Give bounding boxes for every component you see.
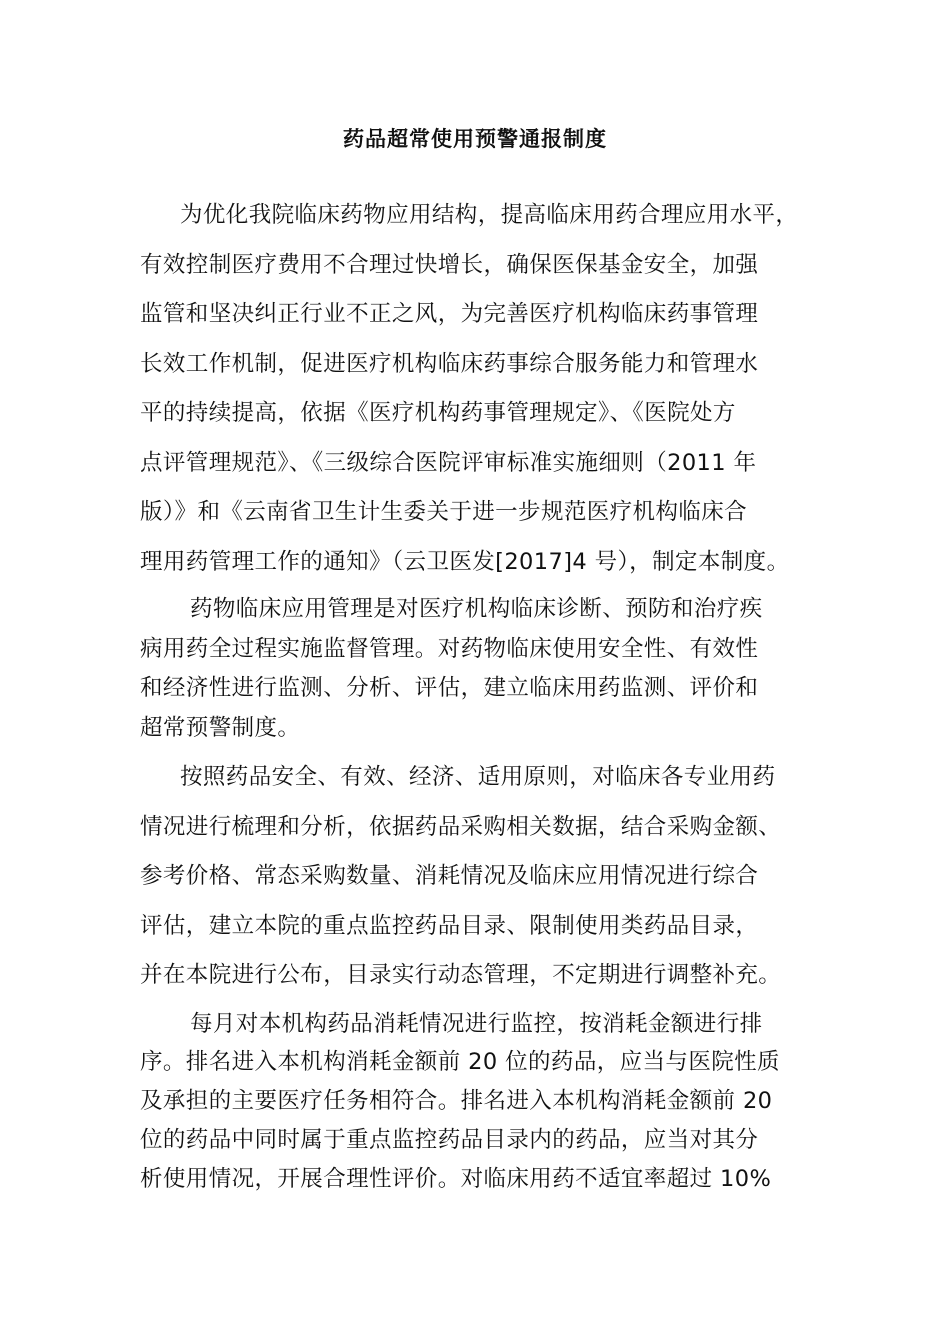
paragraph-line: 按照药品安全、有效、经济、适用原则，对临床各专业用药 (180, 764, 776, 790)
paragraph-line: 平的持续提高，依据《医疗机构药事管理规定》、《医院处方 (140, 400, 736, 426)
paragraph-line: 每月对本机构药品消耗情况进行监控，按消耗金额进行排 (190, 1011, 763, 1037)
paragraph-line: 有效控制医疗费用不合理过快增长，确保医保基金安全，加强 (140, 252, 759, 278)
paragraph-line: 情况进行梳理和分析，依据药品采购相关数据，结合采购金额、 (140, 814, 782, 840)
paragraph-line: 序。排名进入本机构消耗金额前 20 位的药品，应当与医院性质 (140, 1049, 780, 1075)
paragraph-line: 和经济性进行监测、分析、评估，建立临床用药监测、评价和 (140, 675, 759, 701)
paragraph-line: 位的药品中同时属于重点监控药品目录内的药品，应当对其分 (140, 1127, 759, 1153)
paragraph-line: 版）》和《云南省卫生计生委关于进一步规范医疗机构临床合 (140, 499, 748, 525)
paragraph-line: 及承担的主要医疗任务相符合。排名进入本机构消耗金额前 20 (140, 1088, 773, 1114)
paragraph-line: 理用药管理工作的通知》（云卫医发[2017]4 号），制定本制度。 (140, 549, 790, 575)
paragraph-line: 评估，建立本院的重点监控药品目录、限制使用类药品目录， (140, 913, 759, 939)
paragraph-line: 监管和坚决纠正行业不正之风，为完善医疗机构临床药事管理 (140, 301, 759, 327)
paragraph-line: 并在本院进行公布，目录实行动态管理，不定期进行调整补充。 (140, 962, 782, 988)
paragraph-line: 超常预警制度。 (140, 715, 301, 741)
paragraph-line: 点评管理规范》、《三级综合医院评审标准实施细则（2011 年 (140, 450, 757, 476)
paragraph-line: 为优化我院临床药物应用结构，提高临床用药合理应用水平， (180, 202, 799, 228)
document-title: 药品超常使用预警通报制度 (343, 127, 607, 151)
paragraph-line: 病用药全过程实施监督管理。对药物临床使用安全性、有效性 (140, 636, 759, 662)
paragraph-line: 析使用情况，开展合理性评价。对临床用药不适宜率超过 10% (140, 1166, 772, 1192)
paragraph-line: 参考价格、常态采购数量、消耗情况及临床应用情况进行综合 (140, 863, 759, 889)
paragraph-line: 药物临床应用管理是对医疗机构临床诊断、预防和治疗疾 (190, 596, 763, 622)
paragraph-line: 长效工作机制，促进医疗机构临床药事综合服务能力和管理水 (140, 351, 759, 377)
